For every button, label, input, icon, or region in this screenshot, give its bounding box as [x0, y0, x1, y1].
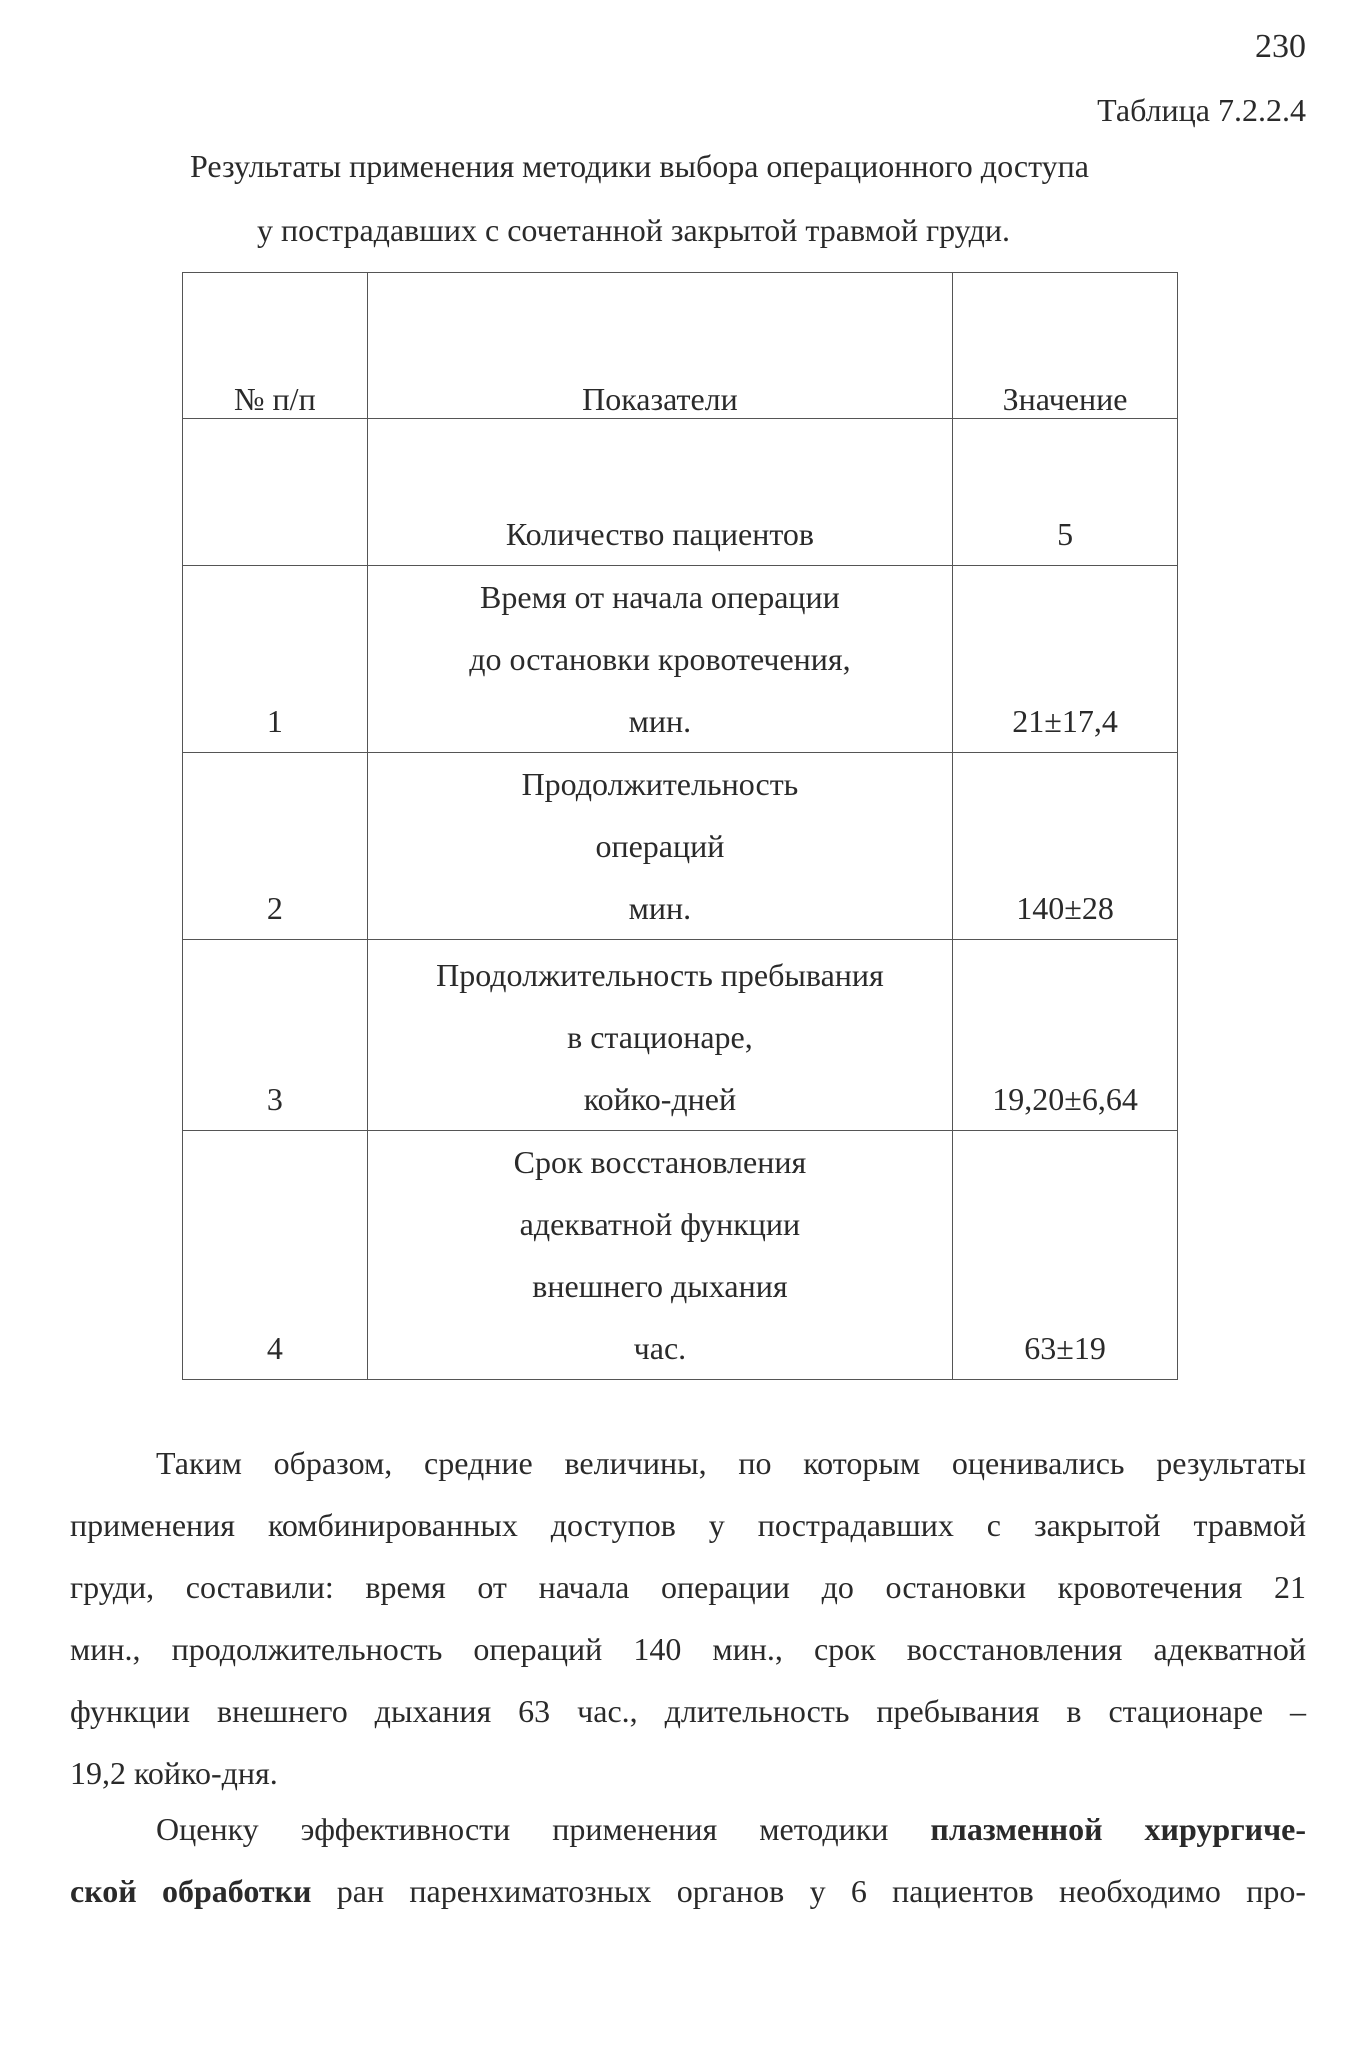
indicator-line: койко-дней — [583, 1081, 737, 1117]
paragraph-line: мин., продолжительность операций 140 мин., срок восстановления адекватной — [70, 1631, 1306, 1667]
row-indicator — [367, 753, 952, 940]
row-indicator — [367, 940, 952, 1131]
table-title-line-2: у пострадавших с сочетанной закрытой травмой груди. — [256, 212, 1011, 248]
paragraph-text: ран паренхиматозных органов у 6 пациентов необходимо про- — [311, 1873, 1307, 1909]
paragraph-line — [70, 1860, 1306, 1922]
row-value: 19,20±6,64 — [953, 940, 1178, 1131]
indicator-line: Срок восстановления — [513, 1144, 807, 1180]
indicator-line: Количество пациентов — [505, 516, 814, 552]
header-number: № п/п — [183, 273, 368, 419]
row-value: 21±17,4 — [953, 566, 1178, 753]
paragraph-line — [70, 1798, 1306, 1860]
paragraph-text: Оценку эффективности применения методики — [156, 1811, 931, 1847]
results-table — [182, 272, 1178, 1380]
table-row — [183, 940, 1178, 1131]
table-row — [183, 419, 1178, 566]
row-indicator — [367, 419, 952, 566]
indicator-line: Время от начала операции — [480, 579, 840, 615]
row-indicator — [367, 1131, 952, 1380]
table-row — [183, 1131, 1178, 1380]
indicator-line: Продолжительность пребывания — [436, 957, 884, 993]
row-indicator — [367, 566, 952, 753]
evaluation-paragraph — [70, 1798, 1306, 1922]
row-number: 2 — [183, 753, 368, 940]
page-number: 230 — [1255, 28, 1306, 65]
indicator-line: адекватной функции — [519, 1206, 801, 1242]
paragraph-line: Таким образом, средние величины, по которым оценивались результаты — [156, 1445, 1306, 1481]
indicator-line: в стационаре, — [567, 1019, 753, 1055]
table-row — [183, 753, 1178, 940]
paragraph-line: применения комбинированных доступов у пострадавших с закрытой травмой — [70, 1507, 1306, 1543]
row-number: 3 — [183, 940, 368, 1131]
indicator-line: внешнего дыхания — [532, 1268, 788, 1304]
paragraph-bold-text: плазменной хирургиче- — [930, 1811, 1307, 1847]
indicator-line: час. — [633, 1330, 687, 1366]
indicator-line: операций — [595, 828, 725, 864]
table-title-line-1: Результаты применения методики выбора операционного доступа — [190, 148, 1089, 184]
row-number: 1 — [183, 566, 368, 753]
row-number — [183, 419, 368, 566]
header-indicators: Показатели — [367, 273, 952, 419]
paragraph-line: 19,2 койко-дня. — [70, 1755, 278, 1791]
indicator-line: мин. — [628, 890, 692, 926]
table-header-row — [183, 273, 1178, 419]
indicator-line: Продолжительность — [521, 766, 799, 802]
row-value: 140±28 — [953, 753, 1178, 940]
summary-paragraph — [70, 1432, 1306, 1804]
indicator-line: мин. — [628, 703, 692, 739]
header-value: Значение — [953, 273, 1178, 419]
paragraph-bold-text: ской обработки — [70, 1873, 312, 1909]
row-value: 63±19 — [953, 1131, 1178, 1380]
row-number: 4 — [183, 1131, 368, 1380]
table-label: Таблица 7.2.2.4 — [1097, 92, 1306, 128]
table-row — [183, 566, 1178, 753]
paragraph-line: груди, составили: время от начала операции до остановки кровотечения 21 — [70, 1569, 1306, 1605]
indicator-line: до остановки кровотечения, — [469, 641, 851, 677]
row-value: 5 — [953, 419, 1178, 566]
paragraph-line: функции внешнего дыхания 63 час., длительность пребывания в стационаре – — [70, 1693, 1306, 1729]
